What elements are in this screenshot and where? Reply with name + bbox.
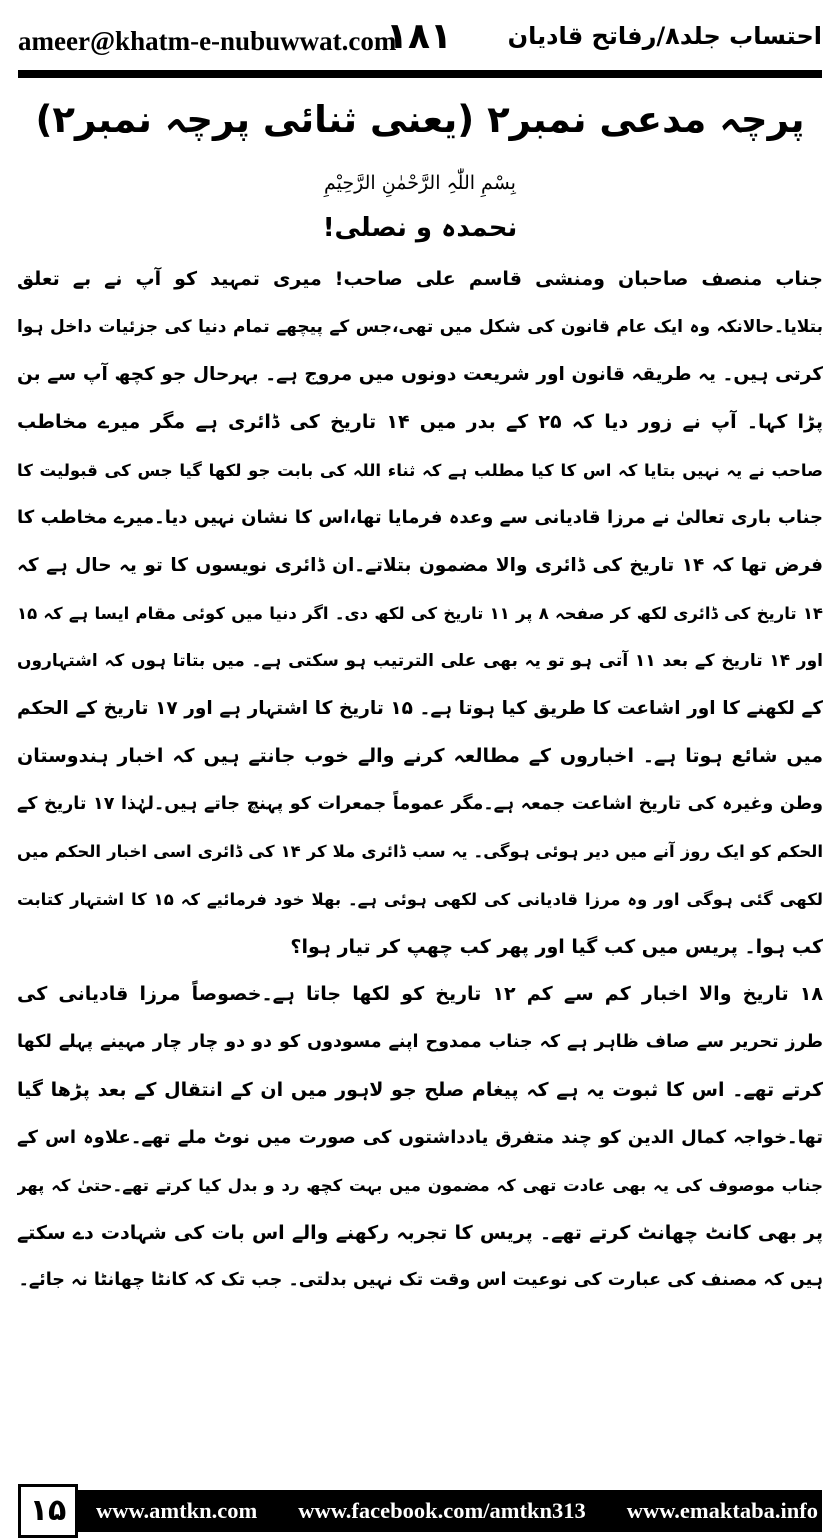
text-line: جناب باری تعالیٰ نے مرزا قادیانی سے وعدہ فرمایا تھا،اس کا نشان نہیں دیا۔میرے مخاطب کا <box>17 507 823 529</box>
paragraph-1 <box>17 256 823 971</box>
paragraph-2 <box>17 971 823 1305</box>
header-page-number: ۱۸۱ <box>386 16 452 57</box>
text-line: پر بھی کانٹ چھانٹ کرتے تھے۔ پریس کا تجربہ رکھنے والے اس بات کی شہادت دے سکتے <box>17 1221 823 1244</box>
text-line: میں شائع ہوتا ہے۔ اخباروں کے مطالعہ کرنے والے خوب جانتے ہیں کہ اخبار ہندوستان <box>17 744 823 767</box>
text-line: کرتی ہیں۔ یہ طریقہ قانون اور شریعت دونوں میں مروج ہے۔ بہرحال جو کچھ آپ سے بن <box>17 364 823 386</box>
footer-links <box>96 1490 818 1532</box>
opening-subheading: نحمدہ و نصلی! <box>322 213 518 243</box>
text-line: جناب موصوف کی یہ بھی عادت تھی کہ مضمون میں بہت کچھ رد و بدل کیا کرتے تھے۔حتیٰ کہ پھر <box>17 1176 823 1196</box>
text-line: لکھی گئی ہوگی اور وہ مرزا قادیانی کی لکھی ہوئی ہے۔ بھلا خود فرمائیے کہ ۱۵ کا اشتہار کتابت <box>17 889 823 909</box>
footer-link-amtkn[interactable]: www.amtkn.com <box>96 1498 258 1523</box>
body-text <box>17 256 823 1305</box>
header-rule <box>18 70 822 78</box>
text-line: کے لکھنے کا اور اشاعت کا طریق کیا ہوتا ہے۔ ۱۵ تاریخ کا اشتہار ہے اور ۱۷ تاریخ کے الحکم <box>17 698 823 720</box>
footer-link-emaktaba[interactable]: www.emaktaba.info <box>626 1498 818 1523</box>
footer-folio-number: ۱۵ <box>18 1484 78 1538</box>
text-line: الحکم کو ایک روز آنے میں دیر ہوئی ہوگی۔ یہ سب ڈائری ملا کر ۱۴ کی ڈائری اسی اخبار الحکم میں <box>17 842 823 862</box>
footer-link-facebook[interactable]: www.facebook.com/amtkn313 <box>298 1498 586 1523</box>
text-line: جناب منصف صاحبان ومنشی قاسم علی صاحب! میری تمہید کو آپ نے بے تعلق <box>17 268 823 290</box>
header-email: ameer@khatm-e-nubuwwat.com <box>18 26 397 56</box>
text-line: ۱۴ تاریخ کی ڈائری لکھ کر صفحہ ۸ پر ۱۱ تاریخ کی لکھ دی۔ اگر دنیا میں کوئی مقام ایسا ہے کہ ۱۵ <box>17 603 823 623</box>
section-title: پرچہ مدعی نمبر۲ (یعنی ثنائی پرچہ نمبر۲) <box>35 98 805 141</box>
text-line: صاحب نے یہ نہیں بتایا کہ اس کا کیا مطلب ہے کہ ثناء اللہ کی بابت جو لکھا گیا جس کی قبولیت کا <box>17 460 823 480</box>
text-line: تھا۔خواجہ کمال الدین کو چند متفرق یادداشتوں کی صورت میں نوٹ ملے تھے۔علاوہ اس کے <box>17 1127 823 1149</box>
text-line: وطن وغیرہ کی تاریخ اشاعت جمعہ ہے۔مگر عموماً جمعرات کو پہنچ جاتے ہیں۔لہٰذا ۱۷ تاریخ کے <box>17 793 823 814</box>
text-line: ۱۸ تاریخ والا اخبار کم سے کم ۱۲ تاریخ کو لکھا جاتا ہے۔خصوصاً مرزا قادیانی کی <box>17 983 823 1006</box>
page-header <box>18 14 822 66</box>
text-line: پڑا کہا۔ آپ نے زور دیا کہ ۲۵ کے بدر میں ۱۴ تاریخ کی ڈائری ہے مگر میرے مخاطب <box>17 411 823 434</box>
text-line: بتلایا۔حالانکہ وہ ایک عام قانون کی شکل میں تھی،جس کے پیچھے تمام دنیا کی جزئیات داخل ہوا <box>17 316 823 337</box>
header-book-reference: احتساب جلد۸/رفاتح قادیان <box>507 22 822 50</box>
text-line: طرز تحریر سے صاف ظاہر ہے کہ جناب ممدوح اپنے مسودوں کو دو دو چار چار مہینے پہلے لکھا <box>17 1032 823 1052</box>
text-line: ہیں کہ مصنف کی عبارت کی نوعیت اس وقت تک نہیں بدلتی۔ جب تک کہ کانٹا چھانٹا نہ جائے۔ <box>18 1270 823 1291</box>
text-line: اور ۱۴ تاریخ کے بعد ۱۱ آتی ہو تو یہ بھی علی الترتیب ہو سکتی ہے۔ میں بتاتا ہوں کہ اشتہاروں <box>17 650 823 671</box>
text-line: کرتے تھے۔ اس کا ثبوت یہ ہے کہ پیغام صلح جو لاہور میں ان کے انتقال کے بعد پڑھا گیا <box>17 1078 823 1101</box>
bismillah-calligraphy: بِسْمِ اللّٰہِ الرَّحْمٰنِ الرَّحِیْمِ <box>324 172 516 194</box>
text-line: فرض تھا کہ ۱۴ تاریخ کی ڈائری والا مضمون بتلاتے۔ان ڈائری نویسوں کا تو یہ حال ہے کہ <box>17 555 823 577</box>
text-line: کب ہوا۔ پریس میں کب گیا اور پھر کب چھپ کر تیار ہوا؟ <box>290 935 823 958</box>
